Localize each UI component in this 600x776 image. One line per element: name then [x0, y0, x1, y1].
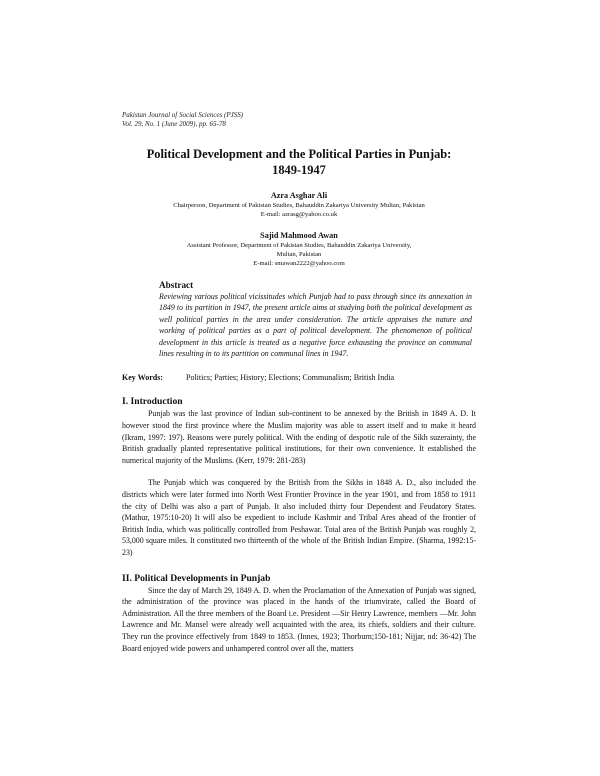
section-political-developments: [122, 573, 476, 655]
section-introduction: [122, 396, 476, 558]
paragraph: The Punjab which was conquered by the British from the Sikhs in 1848 A. D., also included the districts which were later formed into North West Frontier Province in the year 1901, and from 1858 to 1911 the city of Delhi was also a part of Punjab. It also included thirty four Dependent and Feudatory States. (Mathur, 1975:10-20) It will also be expedient to include Kashmir and Tribal Ares ahead of the frontier of British India, which was politically controlled from Peshawar. Total area of the British Punjab was roughly 2, 53,000 square miles. It constituted two thirteenth of the whole of the British Indian Empire. (Sharma, 1992:15-23): [122, 478, 476, 557]
abstract-heading: Abstract: [159, 280, 194, 290]
keywords: [122, 372, 476, 383]
title-line-2: 1849-1947: [272, 163, 326, 177]
author-affiliation-city: Multan, Pakistan: [276, 251, 322, 258]
paragraph: Punjab was the last province of Indian sub-continent to be annexed by the British in 1849 A. D. It however stood the first province where the Muslim majority was able to assert itself and to make it heard (Ikram, 1997: 197). Reasons were purely political. With the ending of despotic rule of the Sikh suzerainty, the British gradually planted representative political institutions, for their own convenience. It established the numerical majority of the Muslims. (Kerr, 1979: 281-283): [122, 409, 476, 465]
author-block-1: [122, 191, 476, 219]
section-heading: I. Introduction: [122, 396, 183, 408]
author-name: Azra Asghar Ali: [270, 191, 328, 200]
journal-issue: Vol. 29, No. 1 (June 2009), pp. 65-78: [122, 120, 226, 128]
paragraph: Since the day of March 29, 1849 A. D. when the Proclamation of the Annexation of Punjab was signed, the administration of the province was placed in the hands of the triumvirate, called the Board of Administration. All the three members of the Board i.e. President —Sir Henry Lawrence, members —Mr. John Lawrence and Mr. Mansel were already well acquainted with the area, its chiefs, soldiers and their culture. They run the province effectively from 1849 to 1853. (Innes, 1923; Thorburn;150-181; Nijjar, nd: 36-42) The Board enjoyed wide powers and unhampered control over all the, matters: [122, 585, 476, 653]
author-email: E-mail: azrasg@yahoo.co.uk: [260, 211, 338, 218]
author-affiliation: Chairperson, Department of Pakistan Studies, Bahauddin Zakariya University Multan, Pakistan: [173, 202, 425, 209]
author-name: Sajid Mahmood Awan: [260, 231, 338, 240]
author-email: E-mail: smawan2222@yahoo.com: [253, 260, 345, 267]
journal-header: [122, 111, 476, 129]
author-affiliation: Assistant Professor, Department of Pakistan Studies, Bahauddin Zakariya University,: [186, 242, 412, 249]
author-block-2: [122, 231, 476, 268]
section-heading: II. Political Developments in Punjab: [122, 572, 271, 584]
paper-page: [122, 111, 476, 654]
title-line-1: Political Development and the Political Parties in Punjab:: [146, 147, 452, 161]
abstract: [122, 279, 476, 359]
keywords-value: Politics; Parties; History; Elections; Communalism; British India: [186, 373, 394, 383]
journal-name: Pakistan Journal of Social Sciences (PJSS): [122, 111, 244, 119]
abstract-text: Reviewing various political vicissitudes which Punjab had to pass through since its annexation in 1849 to its partition in 1947, the present article aims at studying both the political development as well political parties in the area under consideration. The article appraises the nature and working of political parties as a part of political development. The phenomenon of political development in this article is treated as a negative force exhausting the province on communal lines resulting in to its partition on communal lines in 1947.: [159, 292, 472, 359]
keywords-label: Key Words:: [122, 373, 163, 383]
paper-title: [122, 146, 476, 178]
